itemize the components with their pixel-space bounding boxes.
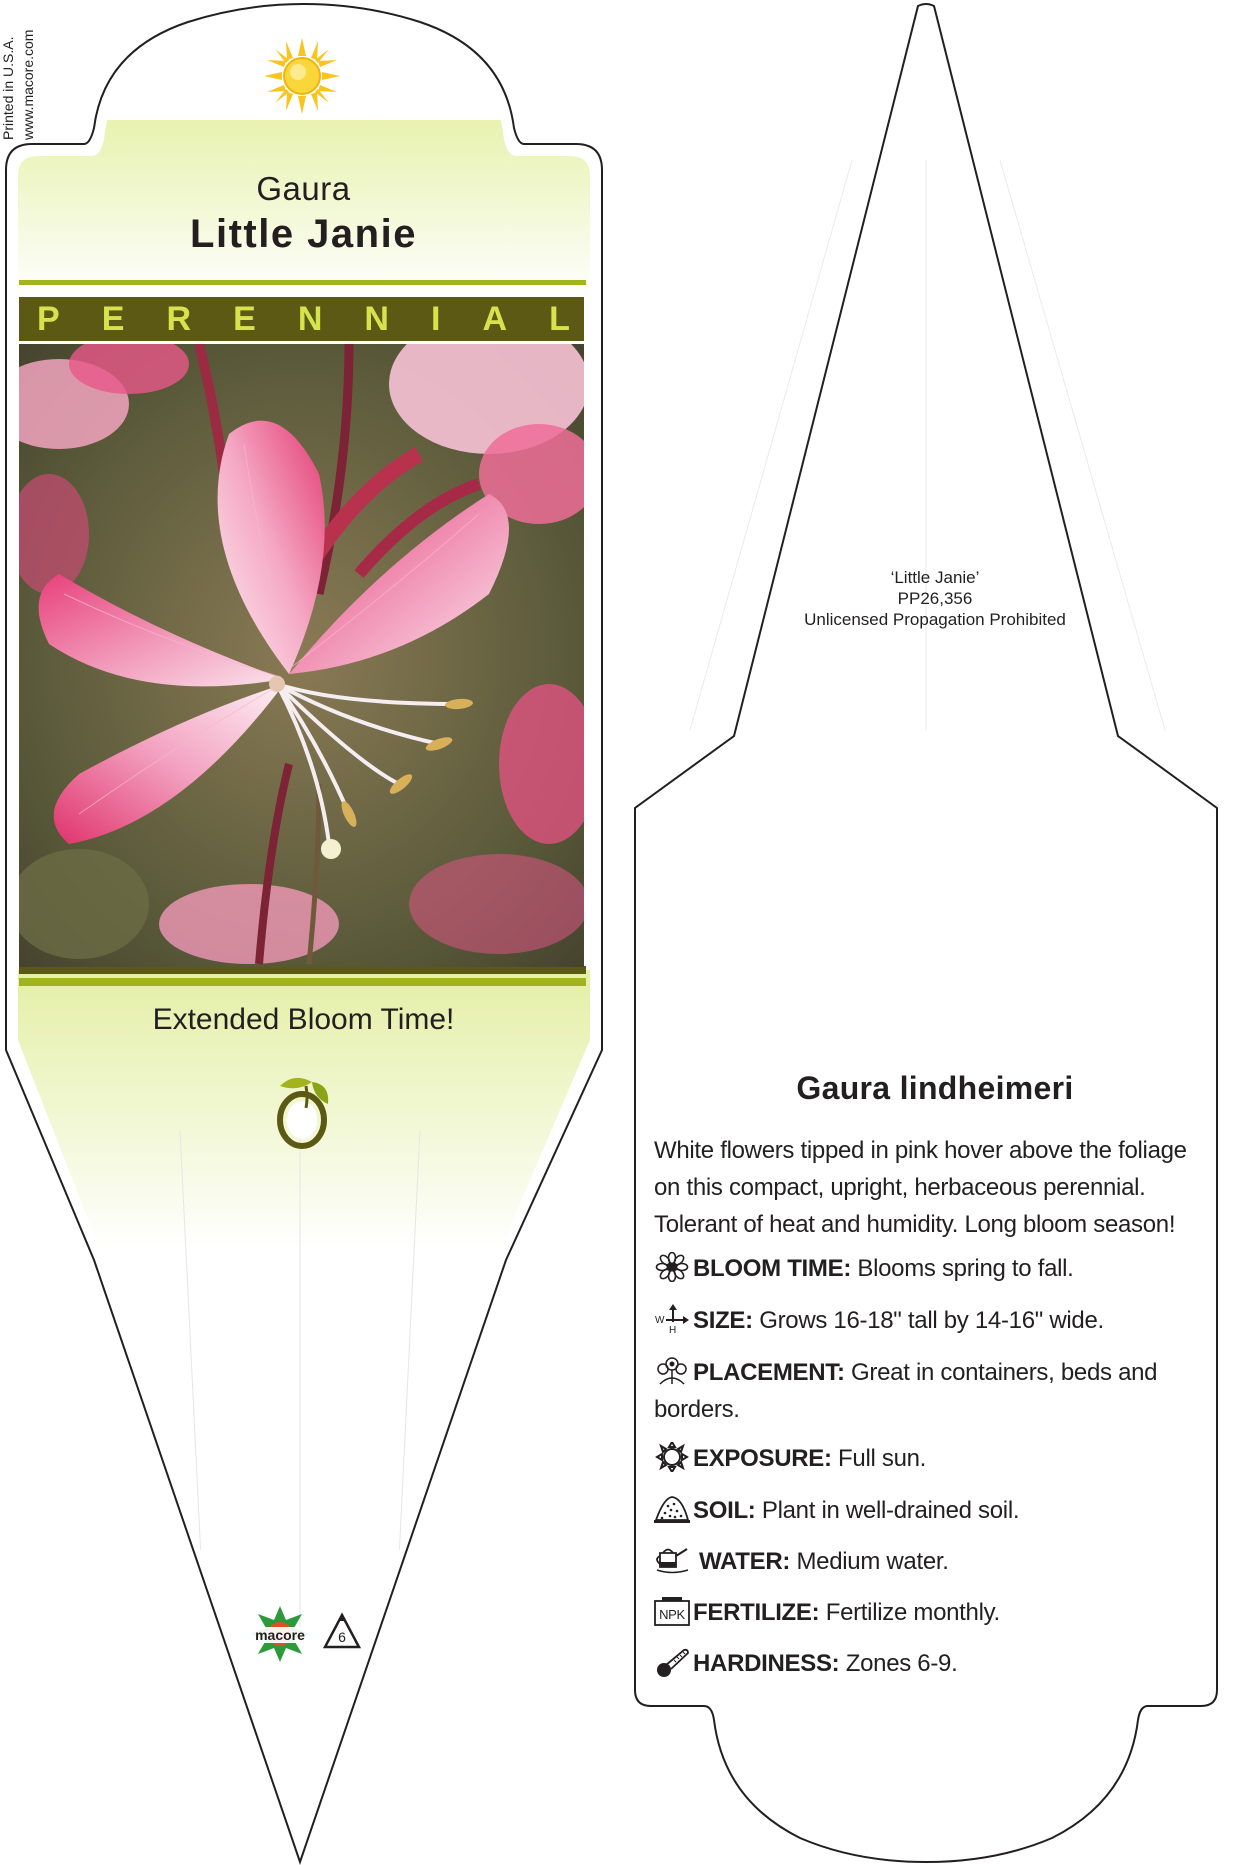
seedling-logo-icon	[272, 1068, 336, 1152]
tagline: Extended Bloom Time!	[152, 1003, 455, 1036]
botanical-name: Gaura lindheimeri	[796, 1070, 1074, 1106]
category-letter: I	[431, 299, 441, 338]
attr-value: Fertilize monthly.	[825, 1599, 1000, 1626]
attr-placement	[654, 1354, 1214, 1428]
flower-photo	[19, 344, 584, 967]
category-band	[19, 297, 584, 341]
attr-water	[654, 1543, 1214, 1580]
soil-icon	[654, 1494, 690, 1524]
attr-label: WATER:	[699, 1548, 791, 1575]
attr-label: BLOOM TIME:	[693, 1255, 852, 1282]
category-letter: E	[233, 299, 256, 338]
attr-fertilize	[654, 1594, 1214, 1631]
bottom-rule	[19, 978, 586, 986]
common-name: Gaura	[256, 170, 351, 207]
attr-value: Great in containers, beds and borders.	[654, 1359, 1158, 1423]
attr-bloom-time	[654, 1250, 1214, 1287]
attr-exposure	[654, 1440, 1214, 1477]
patent-line2: PP26,356	[897, 589, 973, 608]
attr-value: Zones 6-9.	[845, 1650, 958, 1677]
category-letter: R	[166, 299, 192, 338]
attr-value: Blooms spring to fall.	[857, 1255, 1074, 1282]
plant-description: White flowers tipped in pink hover above the foliage on this compact, upright, herbaceous perennial. Tolerant of heat and humidity. Long bloom season!	[654, 1137, 1187, 1238]
attr-value: Medium water.	[796, 1548, 949, 1575]
recycle-code: 6	[338, 1629, 346, 1645]
attr-label: SIZE:	[693, 1307, 753, 1334]
printed-line1: Printed in U.S.A.	[0, 36, 16, 140]
attr-soil	[654, 1492, 1214, 1529]
attr-size	[654, 1302, 1214, 1339]
category-letter: N	[297, 299, 323, 338]
size-icon	[654, 1304, 690, 1334]
attr-label: FERTILIZE:	[693, 1599, 820, 1626]
category-letter: N	[364, 299, 389, 338]
patent-line3: Unlicensed Propagation Prohibited	[804, 610, 1066, 629]
watering-can-icon	[654, 1545, 690, 1575]
patent-line1: ‘Little Janie’	[890, 568, 980, 587]
attr-label: EXPOSURE:	[693, 1445, 832, 1472]
category-letter: L	[549, 299, 570, 338]
back-tag-outline	[620, 0, 1233, 1865]
recycle-icon	[322, 1612, 362, 1652]
placement-icon	[654, 1356, 690, 1386]
printed-line2: www.macore.com	[20, 29, 36, 140]
sun-icon	[262, 36, 342, 116]
sun-outline-icon	[654, 1442, 690, 1472]
attr-label: PLACEMENT:	[693, 1359, 845, 1386]
attr-hardiness	[654, 1645, 1214, 1682]
thermometer-icon	[654, 1647, 690, 1677]
category-letter: A	[482, 299, 508, 338]
size-w-letter: W	[655, 1315, 665, 1326]
top-rule	[19, 280, 586, 285]
attr-value: Full sun.	[838, 1445, 927, 1472]
npk-icon	[654, 1596, 690, 1626]
patent-notice	[740, 567, 1130, 630]
category-letter: P	[37, 299, 60, 338]
category-letter: E	[101, 299, 125, 338]
attr-label: SOIL:	[693, 1497, 756, 1524]
variety-name: Little Janie	[190, 212, 417, 256]
size-h-letter: H	[669, 1325, 676, 1334]
attr-value: Plant in well-drained soil.	[761, 1497, 1020, 1524]
macore-logo-icon	[244, 1604, 316, 1666]
attr-label: HARDINESS:	[693, 1650, 840, 1677]
attr-value: Grows 16-18" tall by 14-16" wide.	[759, 1307, 1104, 1334]
brand-text: macore	[255, 1627, 305, 1643]
flower-icon	[654, 1252, 690, 1282]
npk-text: NPK	[659, 1607, 685, 1622]
